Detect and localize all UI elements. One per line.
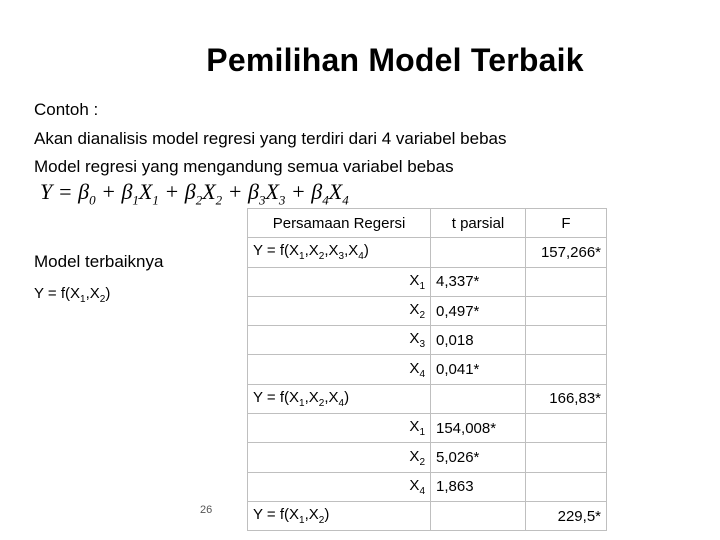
page-number: 26 xyxy=(200,504,213,516)
best-model-formula: $Y = f(X_1,X_2)$ xyxy=(34,285,111,305)
variable-label: $X_4$ xyxy=(248,472,431,501)
model-t-cell xyxy=(431,238,526,267)
table-row xyxy=(248,267,607,296)
model-equation: $Y = f(X_1,X_2,X_4)$ xyxy=(248,384,431,413)
variable-label: $X_1$ xyxy=(248,414,431,443)
model-f-value: 166,83* xyxy=(526,384,607,413)
table-header-row xyxy=(248,209,607,238)
header-equation: Persamaan Regersi xyxy=(248,209,431,238)
model-f-value: 157,266* xyxy=(526,238,607,267)
intro-line-3: Model regresi yang mengandung semua variabel bebas xyxy=(34,157,454,176)
model-t-cell xyxy=(431,384,526,413)
model-equation: $Y = f(X_1,X_2)$ xyxy=(248,501,431,530)
f-empty-cell xyxy=(526,443,607,472)
table-row xyxy=(248,384,607,413)
table-row xyxy=(248,501,607,530)
t-value: 1,863 xyxy=(431,472,526,501)
t-value: 0,041* xyxy=(431,355,526,384)
variable-label: $X_4$ xyxy=(248,355,431,384)
f-empty-cell xyxy=(526,472,607,501)
f-empty-cell xyxy=(526,414,607,443)
table-row xyxy=(248,472,607,501)
t-value: 5,026* xyxy=(431,443,526,472)
regression-table xyxy=(247,208,607,531)
best-model-label: Model terbaiknya xyxy=(34,252,164,271)
intro-line-1: Contoh : xyxy=(34,100,99,119)
f-empty-cell xyxy=(526,296,607,325)
t-value: 4,337* xyxy=(431,267,526,296)
f-empty-cell xyxy=(526,355,607,384)
model-t-cell xyxy=(431,501,526,530)
table-row xyxy=(248,326,607,355)
model-equation: $Y = f(X_1,X_2,X_3,X_4)$ xyxy=(248,238,431,267)
regression-equation: $Y = \beta_0 + \beta_1X_1 + \beta_2X_2 + \beta_3X_3 + \beta_4X_4$ xyxy=(40,179,349,208)
t-value: 0,497* xyxy=(431,296,526,325)
table-row xyxy=(248,296,607,325)
t-value: 0,018 xyxy=(431,326,526,355)
f-empty-cell xyxy=(526,267,607,296)
header-f: F xyxy=(526,209,607,238)
intro-text xyxy=(34,96,506,182)
table-row xyxy=(248,355,607,384)
t-value: 154,008* xyxy=(431,414,526,443)
variable-label: $X_3$ xyxy=(248,326,431,355)
intro-line-2: Akan dianalisis model regresi yang terdiri dari 4 variabel bebas xyxy=(34,128,507,148)
f-empty-cell xyxy=(526,326,607,355)
variable-label: $X_2$ xyxy=(248,443,431,472)
header-t-parsial: t parsial xyxy=(431,209,526,238)
variable-label: $X_1$ xyxy=(248,267,431,296)
page-title: Pemilihan Model Terbaik xyxy=(206,42,584,78)
table-row xyxy=(248,414,607,443)
variable-label: $X_2$ xyxy=(248,296,431,325)
model-f-value: 229,5* xyxy=(526,501,607,530)
table-row xyxy=(248,443,607,472)
table-row xyxy=(248,238,607,267)
